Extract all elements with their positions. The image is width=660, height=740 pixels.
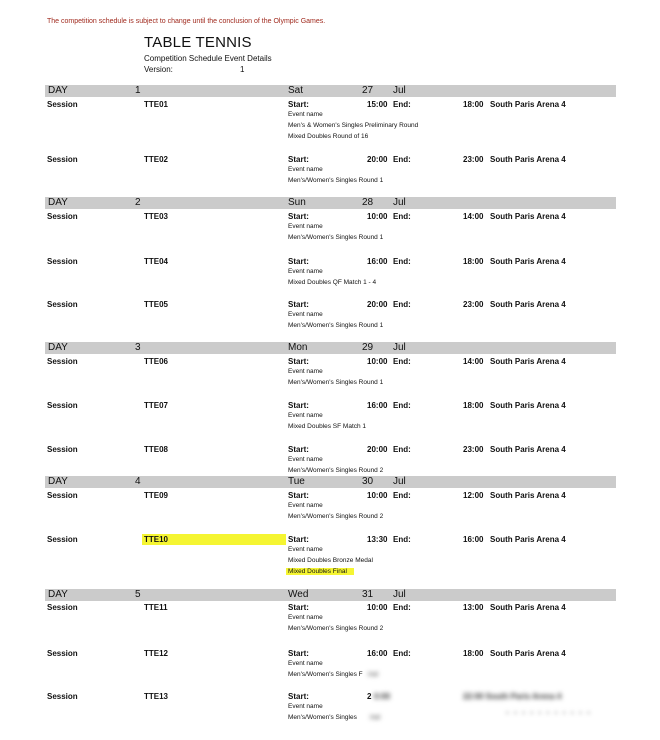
session-code: TTE07 — [144, 401, 169, 410]
event-name: Men's & Women's Singles Preliminary Round — [288, 122, 419, 129]
end-time: 23:00 — [463, 300, 484, 309]
end-label: End: — [393, 155, 411, 164]
start-time: 10:00 — [367, 212, 388, 221]
event-name-label: Event name — [288, 546, 323, 553]
start-label: Start: — [288, 445, 309, 454]
end-time: 14:00 — [463, 357, 484, 366]
session-code: TTE06 — [144, 357, 169, 366]
day-month: Jul — [393, 589, 406, 600]
end-label: End: — [393, 535, 411, 544]
event-name-label: Event name — [288, 368, 323, 375]
day-date: 27 — [362, 85, 374, 96]
event-name: Mixed Doubles Round of 16 — [288, 133, 369, 140]
event-name-label: Event name — [288, 223, 323, 230]
session-label: Session — [47, 155, 78, 164]
session-label: Session — [47, 300, 78, 309]
page-title: TABLE TENNIS — [144, 34, 252, 51]
day-label: DAY — [48, 85, 68, 96]
session-label: Session — [47, 257, 78, 266]
event-name: Mixed Doubles SF Match 1 — [288, 423, 367, 430]
event-name-label: Event name — [288, 502, 323, 509]
end-time: 23:00 — [463, 155, 484, 164]
day-month: Jul — [393, 197, 406, 208]
day-label: DAY — [48, 589, 68, 600]
end-time: 18:00 — [463, 649, 484, 658]
start-label: Start: — [288, 603, 309, 612]
session-label: Session — [47, 692, 78, 701]
day-label: DAY — [48, 476, 68, 487]
event-name: Men's/Women's Singles Round 1 — [288, 234, 384, 241]
session-code: TTE08 — [144, 445, 169, 454]
end-time: 14:00 — [463, 212, 484, 221]
end-label: End: — [393, 491, 411, 500]
start-time: 16:00 — [367, 401, 388, 410]
day-date: 28 — [362, 197, 374, 208]
end-time: 18:00 — [463, 401, 484, 410]
end-label: End: — [393, 603, 411, 612]
start-time: 20:00 — [367, 155, 388, 164]
day-date: 29 — [362, 342, 374, 353]
event-name-label: Event name — [288, 111, 323, 118]
event-name-blurred: inal — [370, 714, 381, 721]
day-weekday: Tue — [288, 476, 305, 487]
end-label: End: — [393, 300, 411, 309]
venue: South Paris Arena 4 — [490, 401, 566, 410]
start-time: 10:00 — [367, 357, 388, 366]
day-weekday: Sun — [288, 197, 306, 208]
session-label: Session — [47, 100, 78, 109]
session-label: Session — [47, 535, 78, 544]
venue: South Paris Arena 4 — [490, 603, 566, 612]
end-time: 16:00 — [463, 535, 484, 544]
start-time: 16:00 — [367, 257, 388, 266]
event-name: Men's/Women's Singles Round 2 — [288, 467, 384, 474]
event-name-label: Event name — [288, 311, 323, 318]
end-label: End: — [393, 257, 411, 266]
venue: South Paris Arena 4 — [490, 257, 566, 266]
start-label: Start: — [288, 212, 309, 221]
event-name-label: Event name — [288, 456, 323, 463]
start-label: Start: — [288, 357, 309, 366]
version-label: Version: — [144, 65, 173, 74]
watermark-blurred: · · · · · · · · · · · — [506, 708, 592, 719]
day-weekday: Mon — [288, 342, 308, 353]
venue: South Paris Arena 4 — [490, 155, 566, 164]
venue: South Paris Arena 4 — [490, 357, 566, 366]
event-name-label: Event name — [288, 614, 323, 621]
event-name: Men's/Women's Singles F — [288, 671, 363, 678]
start-time: 2 — [367, 692, 372, 701]
end-time: 18:00 — [463, 257, 484, 266]
event-name: Mixed Doubles QF Match 1 - 4 — [288, 279, 377, 286]
start-label: Start: — [288, 401, 309, 410]
day-month: Jul — [393, 476, 406, 487]
start-time: 16:00 — [367, 649, 388, 658]
session-code: TTE13 — [144, 692, 169, 701]
end-label: End: — [393, 212, 411, 221]
start-label: Start: — [288, 535, 309, 544]
event-name-label: Event name — [288, 703, 323, 710]
day-number: 5 — [135, 589, 141, 600]
start-label: Start: — [288, 300, 309, 309]
venue: South Paris Arena 4 — [490, 445, 566, 454]
start-time: 13:30 — [367, 535, 388, 544]
day-date: 31 — [362, 589, 374, 600]
session-code: TTE02 — [144, 155, 169, 164]
session-code: TTE04 — [144, 257, 169, 266]
session-label: Session — [47, 401, 78, 410]
day-label: DAY — [48, 197, 68, 208]
venue: South Paris Arena 4 — [490, 100, 566, 109]
event-name-highlighted: Mixed Doubles Final — [286, 568, 354, 575]
event-name: Men's/Women's Singles Round 2 — [288, 513, 384, 520]
session-label: Session — [47, 603, 78, 612]
schedule-change-notice: The competition schedule is subject to change until the conclusion of the Olympic Games. — [47, 18, 326, 25]
page-subtitle: Competition Schedule Event Details — [144, 54, 272, 63]
session-code: TTE03 — [144, 212, 169, 221]
event-name-blurred: inal — [368, 671, 379, 678]
event-name-label: Event name — [288, 268, 323, 275]
end-label: End: — [393, 357, 411, 366]
day-month: Jul — [393, 342, 406, 353]
end-time: 23:00 — [463, 445, 484, 454]
day-header-bar — [45, 476, 616, 488]
session-code-highlighted: TTE10 — [142, 534, 286, 545]
end-label: End: — [393, 100, 411, 109]
start-time: 10:00 — [367, 491, 388, 500]
venue: South Paris Arena 4 — [490, 535, 566, 544]
end-label: End: — [393, 445, 411, 454]
end-time: 12:00 — [463, 491, 484, 500]
day-header-bar — [45, 342, 616, 354]
start-label: Start: — [288, 100, 309, 109]
event-name: Men's/Women's Singles — [288, 714, 357, 721]
version-value: 1 — [240, 65, 245, 74]
start-time: 10:00 — [367, 603, 388, 612]
event-name: Mixed Doubles Bronze Medal — [288, 557, 373, 564]
start-time-blurred: 0:00 — [374, 692, 391, 701]
session-label: Session — [47, 649, 78, 658]
day-header-bar — [45, 85, 616, 97]
start-label: Start: — [288, 155, 309, 164]
day-number: 1 — [135, 85, 141, 96]
day-number: 2 — [135, 197, 141, 208]
end-time: 13:00 — [463, 603, 484, 612]
session-label: Session — [47, 357, 78, 366]
start-time: 20:00 — [367, 445, 388, 454]
venue: South Paris Arena 4 — [490, 491, 566, 500]
end-label: End: — [393, 649, 411, 658]
session-code: TTE05 — [144, 300, 169, 309]
event-name: Men's/Women's Singles Round 1 — [288, 177, 384, 184]
event-name-label: Event name — [288, 166, 323, 173]
event-name: Men's/Women's Singles Round 1 — [288, 322, 384, 329]
day-label: DAY — [48, 342, 68, 353]
end-and-venue-blurred: 22:00 South Paris Arena 4 — [463, 692, 562, 701]
session-code: TTE01 — [144, 100, 169, 109]
event-name-label: Event name — [288, 660, 323, 667]
event-name-label: Event name — [288, 412, 323, 419]
start-label: Start: — [288, 491, 309, 500]
day-number: 3 — [135, 342, 141, 353]
day-number: 4 — [135, 476, 141, 487]
start-label: Start: — [288, 257, 309, 266]
venue: South Paris Arena 4 — [490, 300, 566, 309]
start-time: 15:00 — [367, 100, 388, 109]
end-label: End: — [393, 401, 411, 410]
session-code: TTE11 — [144, 603, 168, 612]
start-label: Start: — [288, 692, 309, 701]
day-weekday: Sat — [288, 85, 304, 96]
session-label: Session — [47, 212, 78, 221]
day-month: Jul — [393, 85, 406, 96]
end-time: 18:00 — [463, 100, 484, 109]
event-name: Men's/Women's Singles Round 1 — [288, 379, 384, 386]
day-date: 30 — [362, 476, 374, 487]
session-code: TTE09 — [144, 491, 169, 500]
event-name: Men's/Women's Singles Round 2 — [288, 625, 384, 632]
start-label: Start: — [288, 649, 309, 658]
session-code: TTE12 — [144, 649, 169, 658]
day-weekday: Wed — [288, 589, 309, 600]
session-label: Session — [47, 491, 78, 500]
day-header-bar — [45, 197, 616, 209]
venue: South Paris Arena 4 — [490, 212, 566, 221]
session-label: Session — [47, 445, 78, 454]
day-header-bar — [45, 589, 616, 601]
venue: South Paris Arena 4 — [490, 649, 566, 658]
start-time: 20:00 — [367, 300, 388, 309]
